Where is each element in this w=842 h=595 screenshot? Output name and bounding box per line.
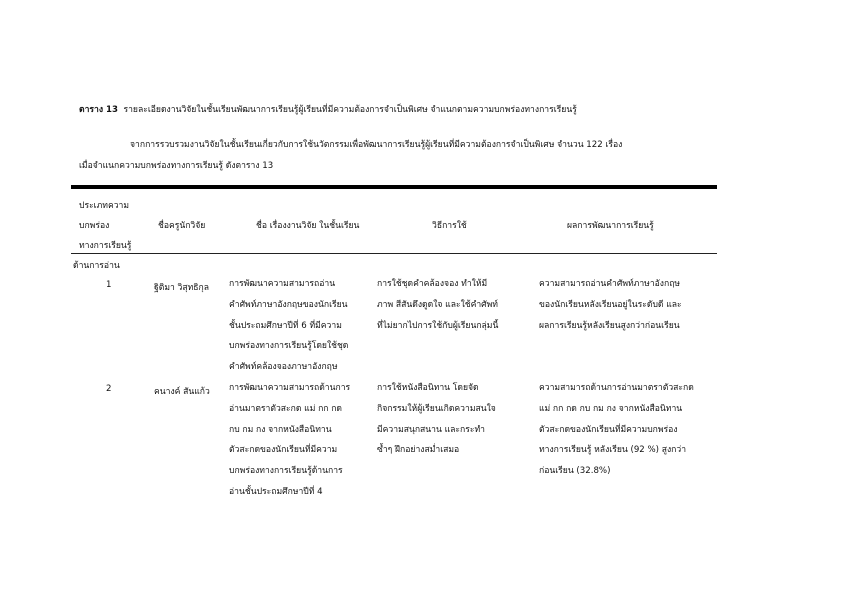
row-1-researcher: ฐิติมา วิสุทธิกุล	[154, 283, 209, 293]
header-learning-result: ผลการพัฒนาการเรียนรู้	[567, 221, 654, 231]
header-research-title: ชื่อ เรื่องงานวิจัย ในชั้นเรียน	[256, 221, 360, 231]
section-reading-label: ด้านการอ่าน	[73, 261, 120, 271]
caption-label: ตาราง 13	[79, 105, 118, 115]
row-1-method: การใช้ชุดคำคล้องจอง ทำให้มี ภาพ สีสันดึงดูดใจ และใช้คำศัพท์ ที่ไม่ยากไปการใช้กับผู้เรียนกลุ่มนี้	[377, 279, 499, 331]
table-header-rule	[71, 253, 717, 254]
header-method: วิธีการใช้	[432, 221, 467, 231]
row-2-title: การพัฒนาความสามารถด้านการ อ่านมาตราตัวสะกด แม่ กก กด กบ กม กง จากหนังสือนิทาน ตัวสะกดของนักเรียนที่มีความ บกพร่องทางการเรียนรู้ด้านการ อ่านชั้นประถมศึกษาปีที่ 4	[229, 383, 351, 497]
row-1-result: ความสามารถอ่านคำศัพท์ภาษาอังกฤษ ของนักเรียนหลังเรียนอยู่ในระดับดี และ ผลการเรียนรู้หลังเรียนสูงกว่าก่อนเรียน	[539, 279, 682, 331]
intro-paragraph-line-2: เมื่อจำแนกความบกพร่องทางการเรียนรู้ ดังตาราง 13	[79, 161, 274, 171]
row-2-result: ความสามารถด้านการอ่านมาตราตัวสะกด แม่ กก กด กบ กม กง จากหนังสือนิทาน ตัวสะกดของนักเรียนที่มีความบกพร่อง ทางการเรียนรู้ หลังเรียน (92 %) สูงกว่า ก่อนเรียน (32.8%)	[539, 383, 694, 477]
row-2-method: การใช้หนังสือนิทาน โดยจัด กิจกรรมให้ผู้เรียนเกิดความสนใจ มีความสนุกสนาน และกระทำ ซ้ำๆ ฝึกอย่างสม่ำเสมอ	[377, 383, 496, 456]
intro-paragraph-line-1: จากการรวบรวมงานวิจัยในชั้นเรียนเกี่ยวกับการใช้นวัตกรรมเพื่อพัฒนาการเรียนรู้ผู้เรียนที่มีความต้องการจำเป็นพิเศษ จำนวน 122 เรื่อง	[130, 140, 623, 150]
header-impairment-type: ประเภทความ บกพร่อง ทางการเรียนรู้	[79, 201, 132, 251]
row-1-title: การพัฒนาความสามารถอ่าน คำศัพท์ภาษาอังกฤษของนักเรียน ชั้นประถมศึกษาปีที่ 6 ที่มีความ บกพร่องทางการเรียนรู้โดยใช้ชุด คำศัพท์คล้องจองภาษาอังกฤษ	[229, 279, 349, 373]
row-2-number: 2	[106, 384, 112, 394]
table-caption	[79, 102, 577, 116]
table-top-rule	[71, 185, 717, 189]
row-2-researcher: คนางค์ สันแก้ว	[154, 387, 210, 397]
row-1-number: 1	[106, 280, 112, 290]
header-researcher: ชื่อครูนักวิจัย	[158, 221, 206, 231]
caption-text: รายละเอียดงานวิจัยในชั้นเรียนพัฒนาการเรียนรู้ผู้เรียนที่มีความต้องการจำเป็นพิเศษ จำแนกตามความบกพร่องทางการเรียนรู้	[123, 105, 577, 115]
